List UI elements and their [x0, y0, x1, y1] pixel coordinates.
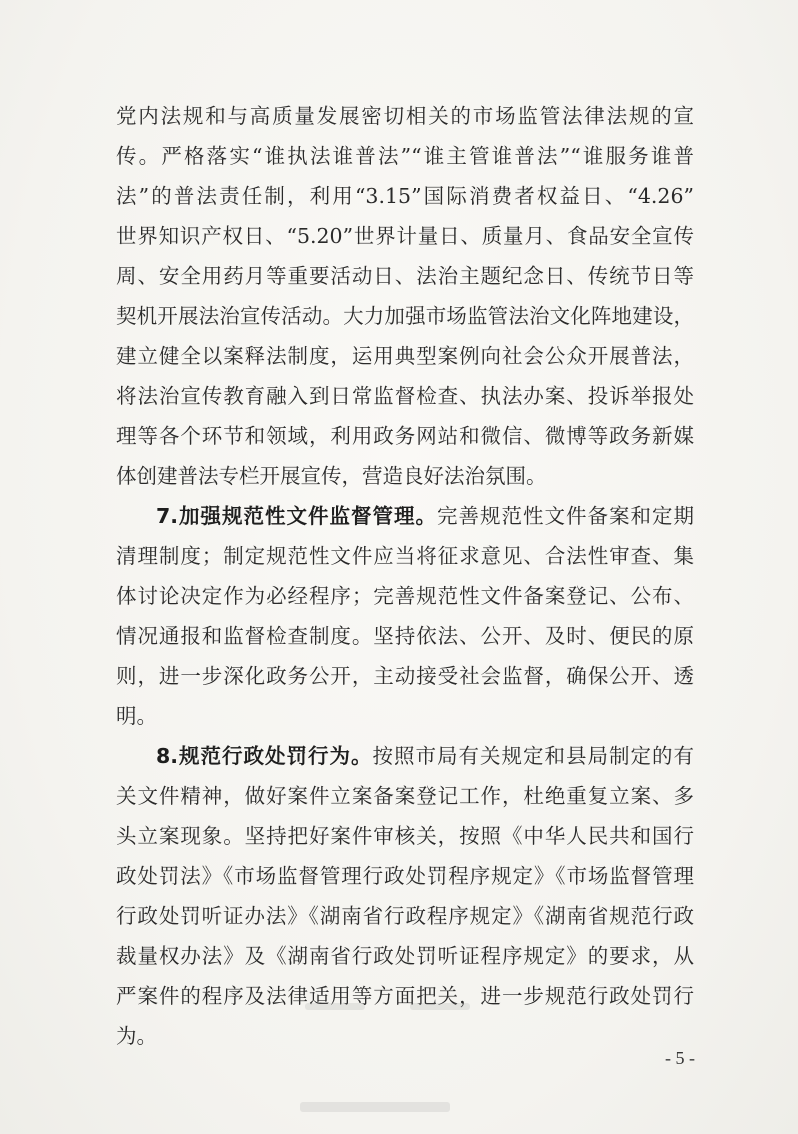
section-8-first-line: [116, 736, 694, 776]
text-line: 党内法规和与高质量发展密切相关的市场监管法律法规的宣: [116, 104, 694, 128]
text-line: 周、安全用药月等重要活动日、法治主题纪念日、传统节日等: [116, 264, 694, 288]
text-line: 裁量权办法》及《湖南省行政处罚听证程序规定》的要求，从: [116, 944, 694, 968]
text-line: 关文件精神，做好案件立案备案登记工作，杜绝重复立案、多: [116, 784, 694, 808]
text-line: 政处罚法》《市场监督管理行政处罚程序规定》《市场监督管理: [116, 864, 694, 888]
text-line: 明。: [116, 704, 157, 728]
text-line: 体创建普法专栏开展宣传，营造良好法治氛围。: [116, 464, 547, 488]
text-line: 理等各个环节和领域，利用政务网站和微信、微博等政务新媒: [116, 424, 694, 448]
text-line: 情况通报和监督检查制度。坚持依法、公开、及时、便民的原: [116, 624, 694, 648]
section-8-heading: 8.规范行政处罚行为。: [156, 744, 373, 768]
text-line: 法”的普法责任制，利用“3.15”国际消费者权益日、“4.26”: [116, 184, 694, 208]
section-7-first-line: [116, 496, 694, 536]
text-line: 体讨论决定作为必经程序；完善规范性文件备案登记、公布、: [116, 584, 694, 608]
text-line: 传。严格落实“谁执法谁普法”“谁主管谁普法”“谁服务谁普: [116, 144, 694, 168]
text-line: 行政处罚听证办法》《湖南省行政程序规定》《湖南省规范行政: [116, 904, 694, 928]
text-line: 则，进一步深化政务公开，主动接受社会监督，确保公开、透: [116, 664, 694, 688]
text-line: 世界知识产权日、“5.20”世界计量日、质量月、食品安全宣传: [116, 224, 694, 248]
body-text: [116, 96, 694, 1056]
text-line: 契机开展法治宣传活动。大力加强市场监管法治文化阵地建设，: [116, 304, 694, 328]
text-line: 清理制度；制定规范性文件应当将征求意见、合法性审查、集: [116, 544, 694, 568]
section-7-heading: 7.加强规范性文件监督管理。: [156, 504, 438, 528]
page-number: - 5 -: [665, 1048, 695, 1068]
text-line: 头立案现象。坚持把好案件审核关，按照《中华人民共和国行: [116, 824, 694, 848]
text-line: 建立健全以案释法制度，运用典型案例向社会公众开展普法，: [116, 344, 694, 368]
text-line: 为。: [116, 1024, 157, 1048]
scan-smudge: [300, 1102, 450, 1112]
text-line: 严案件的程序及法律适用等方面把关，进一步规范行政处罚行: [116, 984, 694, 1008]
scan-smudge: [305, 1003, 365, 1010]
section-7-first-line-text: 完善规范性文件备案和定期: [437, 504, 694, 528]
section-8-first-line-text: 按照市局有关规定和县局制定的有: [372, 744, 694, 768]
scan-smudge: [410, 1003, 470, 1010]
text-line: 将法治宣传教育融入到日常监督检查、执法办案、投诉举报处: [116, 384, 694, 408]
